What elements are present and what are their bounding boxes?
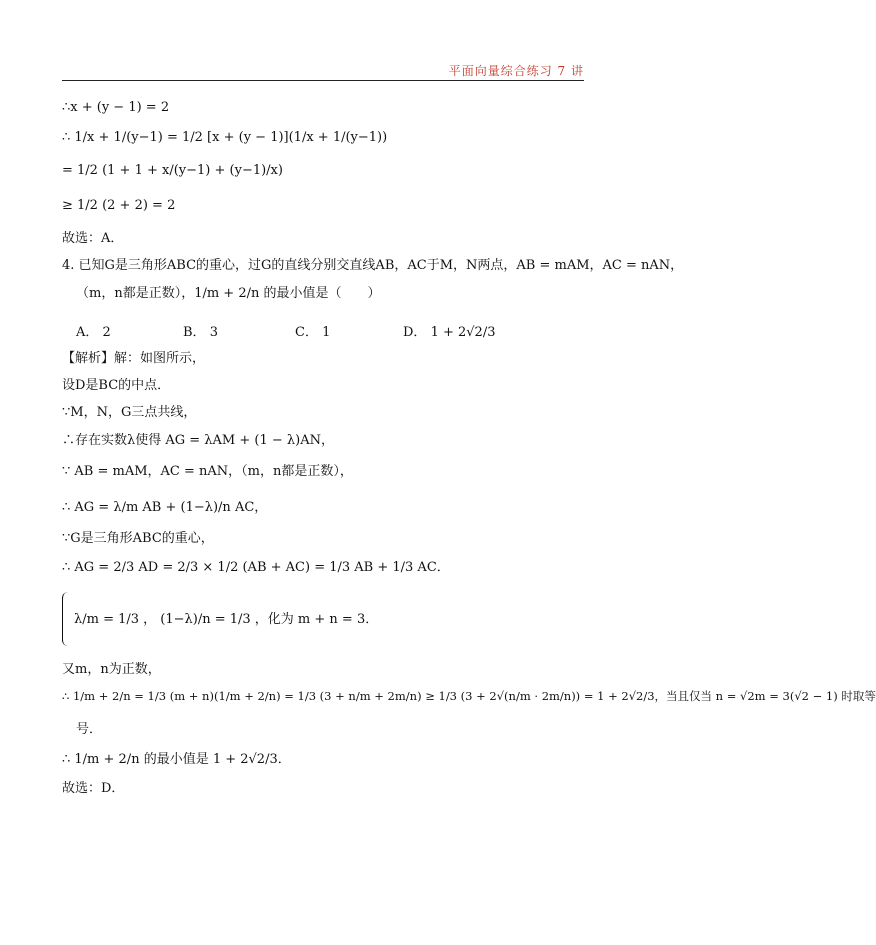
- solution-line: ∵M，N，G三点共线，: [62, 405, 197, 420]
- option-value: 3: [209, 325, 218, 340]
- solution-line: ≥ 1/2 (2 + 2) = 2: [62, 198, 176, 213]
- option-label: A．: [76, 325, 99, 340]
- solution-line: ∴ 1/x + 1/(y−1) = 1/2 [x + (y − 1)](1/x + 1/(y−1)): [62, 130, 388, 145]
- option-value: 2: [102, 325, 111, 340]
- option-c: [295, 321, 330, 340]
- option-b: [183, 321, 218, 340]
- option-label: C．: [295, 325, 318, 340]
- solution-line: ∴存在实数λ使得 AG = λAM + (1 − λ)AN，: [62, 433, 334, 448]
- answer-line: 故选：D．: [62, 781, 125, 796]
- solution-line: ∴ AG = λ/m AB + (1−λ)/n AC，: [62, 500, 268, 515]
- option-value: 1: [322, 325, 331, 340]
- equation-system: λ/m = 1/3 ， (1−λ)/n = 1/3 ，化为 m + n = 3．: [74, 612, 379, 627]
- solution-line: ∴x + (y − 1) = 2: [62, 100, 170, 115]
- option-label: B．: [183, 325, 206, 340]
- option-a: [76, 321, 111, 340]
- question-stem-2: （m，n都是正数），1/m + 2/n 的最小值是（ ）: [76, 286, 381, 301]
- solution-line: = 1/2 (1 + 1 + x/(y−1) + (y−1)/x): [62, 163, 283, 178]
- solution-heading: 【解析】解：如图所示，: [62, 351, 206, 366]
- answer-line: 故选：A．: [62, 231, 124, 246]
- solution-line: ∴ 1/m + 2/n 的最小值是 1 + 2√2/3．: [62, 752, 291, 767]
- question-stem: 4. 已知G是三角形ABC的重心，过G的直线分别交直线AB，AC于M，N两点，AB = mAM，AC = nAN，: [62, 258, 684, 273]
- solution-line: ∵ AB = mAM，AC = nAN，（m，n都是正数），: [62, 464, 353, 479]
- option-value: 1 + 2√2/3: [430, 325, 496, 340]
- option-d: [403, 321, 495, 340]
- header-title: 平面向量综合练习 7 讲: [448, 64, 584, 78]
- option-label: D．: [403, 325, 427, 340]
- solution-line: ∵G是三角形ABC的重心，: [62, 531, 214, 546]
- solution-line: ∴ 1/m + 2/n = 1/3 (m + n)(1/m + 2/n) = 1/3 (3 + n/m + 2m/n) ≥ 1/3 (3 + 2√(n/m · 2m/n)) = 1 + 2√2/3，当且仅当 n = √2m = 3(√2 − 1) 时取等: [62, 689, 876, 703]
- page-header: [62, 56, 584, 81]
- solution-line: 设D是BC的中点．: [62, 378, 171, 393]
- solution-line: ∴ AG = 2/3 AD = 2/3 × 1/2 (AB + AC) = 1/3 AB + 1/3 AC．: [62, 560, 450, 575]
- solution-line: 又m，n为正数，: [62, 662, 161, 677]
- solution-line: 号．: [76, 722, 103, 737]
- system-brace: [62, 592, 71, 646]
